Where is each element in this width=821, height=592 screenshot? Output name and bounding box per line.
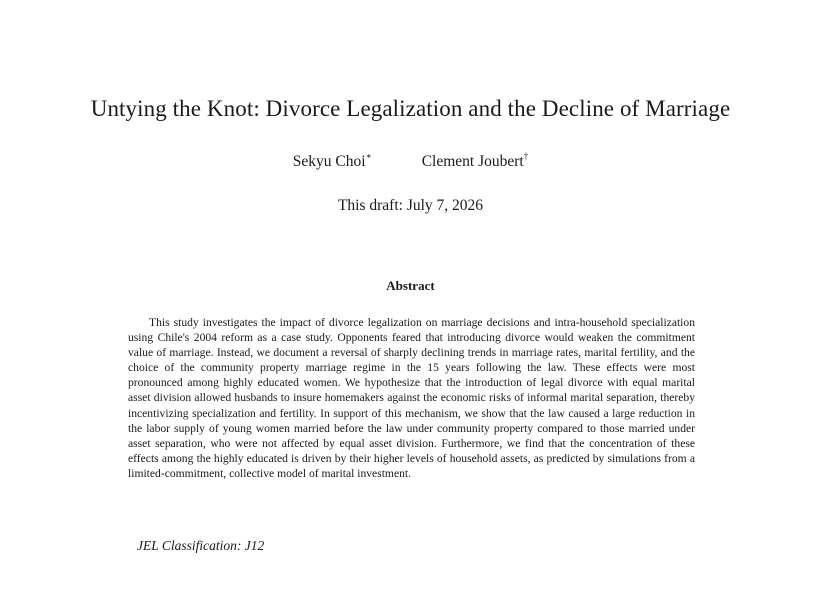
- author-name: Clement Joubert: [421, 153, 524, 170]
- jel-classification: JEL Classification: J12: [137, 538, 265, 553]
- abstract-text: This study investigates the impact of divorce legalization on marriage decisions and intra-household specialization using Chile's 2004 reform as a case study. Opponents feared that introducing divorce would weaken the commitment value of marriage. Instead, we document a reversal of sharply declining trends in marriage rates, marital fertility, and the choice of the community property marriage regime in the 15 years following the law. These effects were most pronounced among highly educated women. We hypothesize that the introduction of legal divorce with equal marital asset division allowed husbands to insure homemakers against the economic risks of informal marital separation, thereby incentivizing specialization and fertility. In support of this mechanism, we show that the law caused a large reduction in the labor supply of young women married before the law under community property compared to those married under asset separation, who were not affected by equal asset division. Furthermore, we find that the concentration of these effects among the highly educated is driven by their higher levels of household assets, as predicted by simulations from a limited-commitment, collective model of marital investment.: [128, 316, 695, 480]
- author-footnote-mark: ∗: [365, 151, 372, 161]
- abstract-heading: Abstract: [386, 278, 435, 293]
- author-name: Sekyu Choi: [292, 153, 366, 170]
- author-list: [0, 153, 821, 171]
- author-footnote-mark: †: [523, 151, 529, 161]
- draft-date: This draft: July 7, 2026: [337, 197, 484, 214]
- author-1: [293, 153, 372, 171]
- author-2: [422, 153, 529, 171]
- paper-title: Untying the Knot: Divorce Legalization and the Decline of Marriage: [90, 96, 731, 121]
